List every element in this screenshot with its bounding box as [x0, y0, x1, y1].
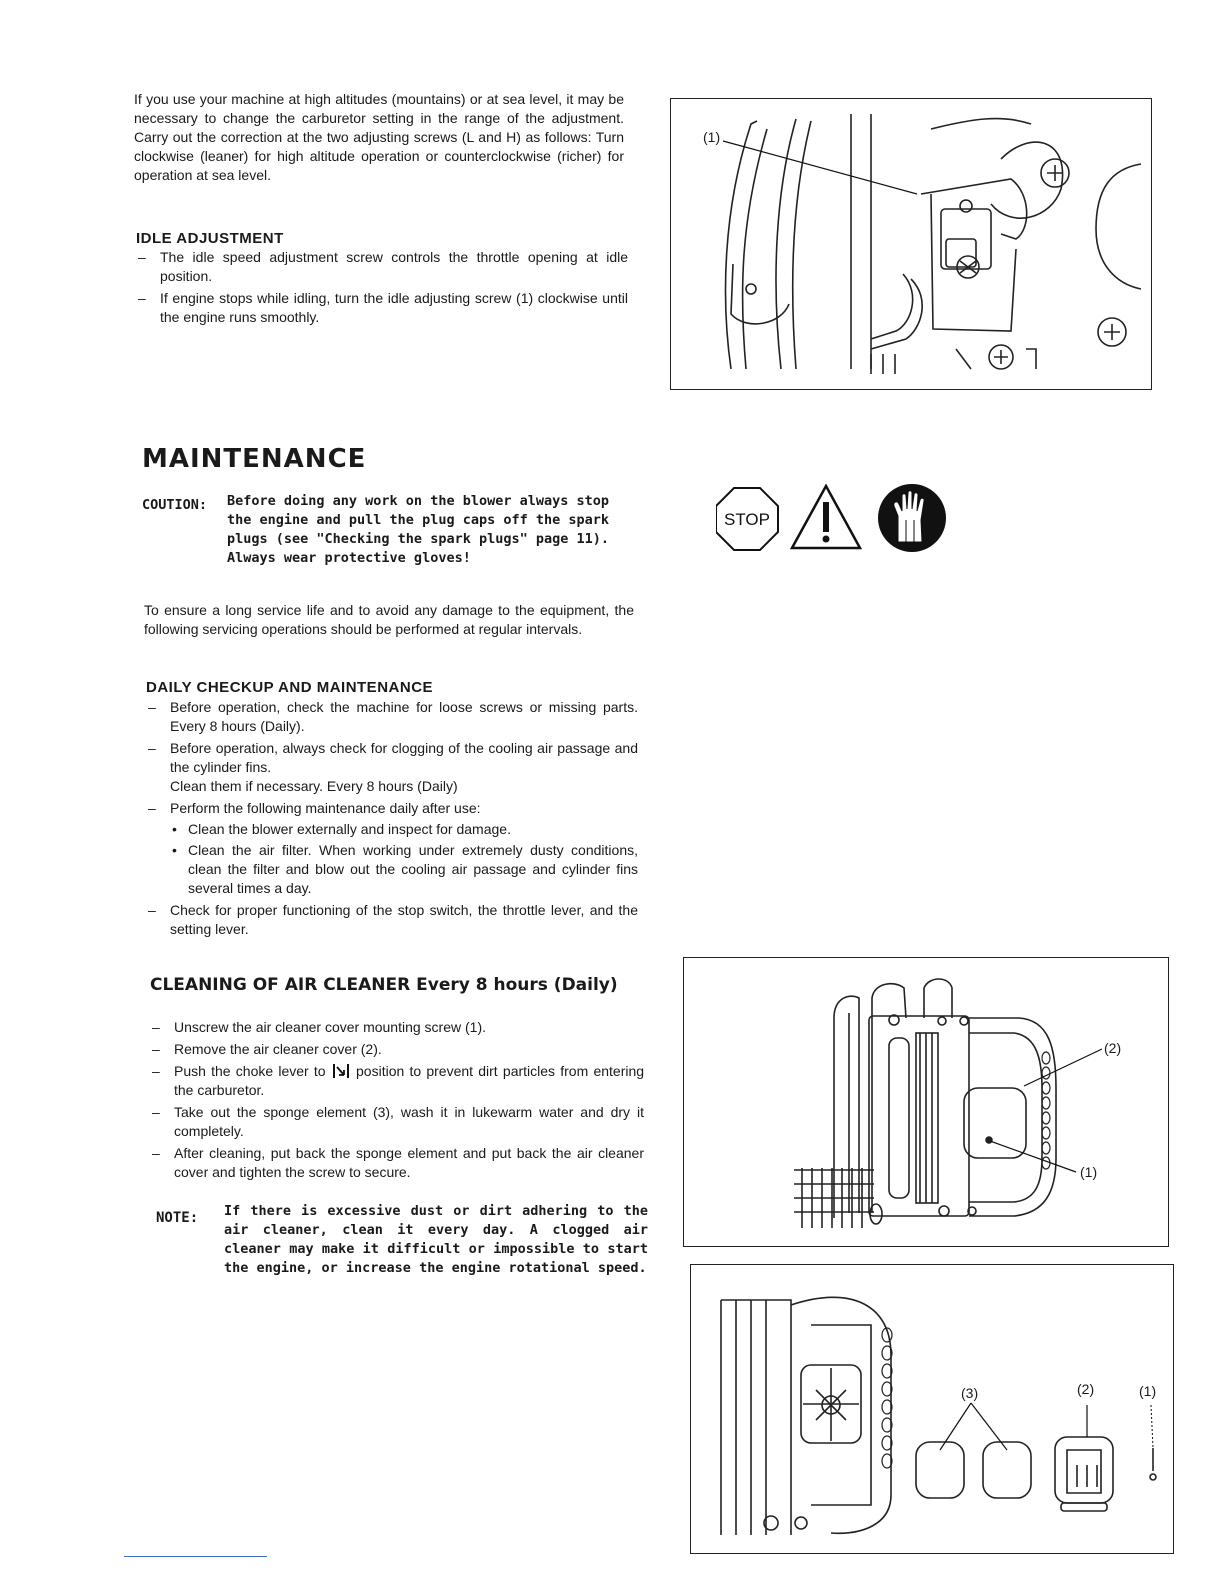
idle-item-2: – If engine stops while idling, turn the idle adjusting screw (1) clockwise until the engine runs smoothly. [134, 289, 628, 327]
daily-item-2-text: Before operation, always check for clogging of the cooling air passage and the cylinder fins. [170, 740, 638, 775]
air-cleaner-steps [148, 1018, 644, 1185]
maintenance-intro: To ensure a long service life and to avoid any damage to the equipment, the following servicing operations should be performed at regular intervals. [144, 602, 634, 637]
air-cleaner-heading-frequency: Every 8 hours (Daily) [416, 975, 618, 995]
idle-adjustment-heading: IDLE ADJUSTMENT [136, 230, 284, 247]
note-block [156, 1202, 648, 1278]
warning-triangle-icon [792, 486, 860, 548]
air-cleaner-step-1: – Unscrew the air cleaner cover mounting screw (1). [148, 1018, 644, 1037]
daily-after-use-list [170, 820, 638, 898]
note-label: NOTE: [156, 1210, 199, 1226]
daily-item-3-text: Perform the following maintenance daily after use: [170, 800, 481, 816]
caution-text [227, 492, 637, 568]
daily-checkup-list [144, 698, 638, 942]
daily-bullet-1: • Clean the blower externally and inspect for damage. [170, 820, 638, 839]
caution-gloves-text: Always wear protective gloves! [227, 550, 471, 566]
daily-item-3 [144, 799, 638, 898]
air-cleaner-heading-title: CLEANING OF AIR CLEANER [150, 975, 411, 995]
air-cleaner-step-3-before: Push the choke lever to [174, 1063, 326, 1079]
daily-bullet-2: • Clean the air filter. When working under extremely dusty conditions, clean the filter and blow out the cooling air passage and cylinder fins several times a day. [170, 841, 638, 898]
note-text: If there is excessive dust or dirt adhering to the air cleaner, clean it every day. A clogged air cleaner may make it difficult or impossible to start the engine, or increase the engine rotational speed. [224, 1203, 648, 1276]
carburetor-illustration [671, 99, 1151, 389]
maintenance-heading: MAINTENANCE [142, 444, 367, 474]
safety-icons [716, 484, 956, 554]
choke-symbol-icon [333, 1064, 349, 1078]
air-cleaner-step-4: – Take out the sponge element (3), wash it in lukewarm water and dry it completely. [148, 1103, 644, 1141]
stop-sign-icon [716, 488, 778, 550]
carburetor-callout-1: (1) [703, 129, 721, 145]
daily-item-4: – Check for proper functioning of the stop switch, the throttle lever, and the setting lever. [144, 901, 638, 939]
daily-item-2-clean: Clean them if necessary. Every 8 hours (Daily) [170, 778, 458, 794]
idle-item-1: – The idle speed adjustment screw controls the throttle opening at idle position. [134, 248, 628, 286]
protective-gloves-icon [878, 484, 946, 552]
daily-checkup-heading: DAILY CHECKUP AND MAINTENANCE [146, 679, 434, 696]
daily-item-2 [144, 739, 638, 796]
caution-label: COUTION: [142, 497, 208, 513]
air-cleaner-step-5: – After cleaning, put back the sponge element and put back the air cleaner cover and tighten the screw to secure. [148, 1144, 644, 1182]
safety-icons-art [716, 484, 956, 554]
cover-callout-1: (1) [1080, 1164, 1098, 1180]
parts-callout-2: (2) [1077, 1381, 1095, 1397]
cover-callout-2: (2) [1104, 1040, 1122, 1056]
carburetor-figure [670, 98, 1152, 390]
caution-stop-engine-text: Before doing any work on the blower always stop the engine and pull the plug caps off the spark plugs (see "Checking the spark plugs" page 11). [227, 493, 610, 547]
air-cleaner-step-3 [148, 1062, 644, 1100]
parts-callout-3: (3) [961, 1385, 979, 1401]
air-cleaner-parts-figure [690, 1264, 1174, 1554]
air-cleaner-heading [150, 975, 618, 995]
air-cleaner-cover-illustration [684, 958, 1168, 1246]
idle-adjustment-list [134, 248, 628, 330]
air-cleaner-step-2: – Remove the air cleaner cover (2). [148, 1040, 644, 1059]
daily-item-1: – Before operation, check the machine for loose screws or missing parts. Every 8 hours (Daily). [144, 698, 638, 736]
air-cleaner-step-3-after: position to prevent dirt particles from entering the carburetor. [174, 1063, 645, 1098]
air-cleaner-parts-illustration [691, 1265, 1173, 1553]
footer-rule [124, 1556, 267, 1557]
air-cleaner-cover-figure [683, 957, 1169, 1247]
parts-callout-1: (1) [1139, 1383, 1157, 1399]
stop-sign-text: STOP [724, 510, 770, 529]
altitude-paragraph: If you use your machine at high altitudes (mountains) or at sea level, it may be necessary to change the carburetor setting in the range of the adjustment. Carry out the correction at the two adjusting screws (L and H) as follows: Turn clockwise (leaner) for high altitude operation or counterclockwise (richer) for operation at sea level. [134, 91, 624, 183]
caution-block [142, 492, 642, 568]
